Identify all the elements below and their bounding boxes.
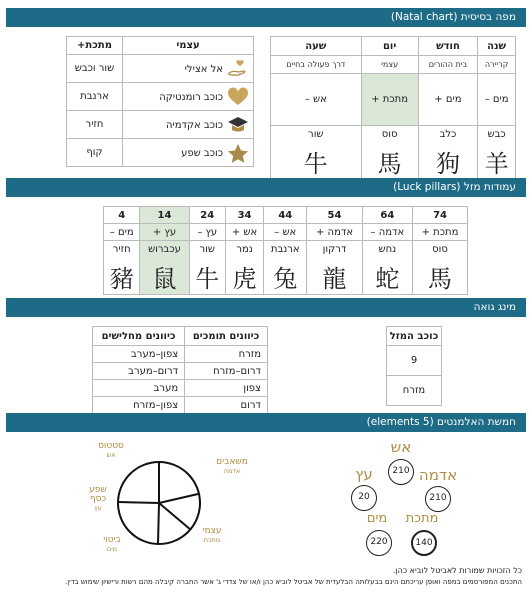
luck-pillars-header: עמודות מזל (Luck pillars) — [6, 178, 526, 197]
natal-char-month: 狗 — [418, 144, 478, 180]
weakening-direction: צפון–מערב — [93, 346, 185, 363]
supportive-head: כיוונים תומכים — [185, 327, 268, 346]
footer-copyright: כל הזכויות שמורות לאביטל לוביא כהן. — [392, 566, 522, 575]
element-value-fire: 210 — [388, 459, 414, 485]
wheel-label-sub: אש — [106, 451, 116, 459]
natal-chart-table — [270, 36, 516, 180]
pillar-char: 豬 — [104, 259, 140, 295]
wheel-label-status — [88, 442, 134, 459]
element-value-metal: 140 — [411, 530, 437, 556]
pillar-age: 54 — [307, 207, 362, 224]
natal-head-year: שנה — [478, 37, 516, 56]
pillar-animal: ארנבת — [264, 241, 307, 259]
element-name-water: מים — [366, 511, 388, 526]
weakening-direction: דרום–מערב — [93, 363, 185, 380]
footer-disclaimer: התכנים המפורסמים במפה ואופן עריכתם הינם בבעלותה הבלעדית של אביטל לוביא כהן ו/או של צדדי ג' אשר החברה קיבלה מהם רשות ורישיון שימוש בדין. — [65, 578, 522, 586]
wheel-label-sub: מתכת — [203, 536, 221, 544]
star-name-romance: כוכב רומנטיקה — [159, 91, 223, 103]
stars-head-metal: מתכת+ — [67, 37, 123, 55]
pillar-char: 牛 — [189, 259, 225, 295]
wheel-spoke — [118, 502, 159, 503]
wheel-label-sub: אדמה — [223, 467, 241, 475]
heart-icon — [227, 87, 249, 107]
pillar-age: 4 — [104, 207, 140, 224]
star-metal-noble: שור וכבש — [67, 55, 123, 83]
pillar-element: אש + — [225, 224, 263, 241]
natal-head-day: יום — [361, 37, 418, 56]
star-metal-romance: ארנבת — [67, 83, 123, 111]
wheel-label-resources — [208, 458, 256, 475]
pillar-char: 蛇 — [362, 259, 412, 295]
pillar-element: אש – — [264, 224, 307, 241]
pillar-age-current: 14 — [140, 207, 189, 224]
pillar-element: אדמה + — [307, 224, 362, 241]
wheel-label-main: עצמי — [202, 526, 222, 536]
pillar-element: עץ – — [189, 224, 225, 241]
luck-pillars-table — [103, 206, 468, 295]
pillar-age: 44 — [264, 207, 307, 224]
natal-head-month: חודש — [418, 37, 478, 56]
natal-element-hour: אש – — [271, 74, 362, 126]
natal-sub-day: עצמי — [361, 56, 418, 74]
pillar-char-current: 鼠 — [140, 259, 189, 295]
stars-head-self: עצמי — [123, 37, 254, 55]
five-elements-header: חמשת האלמנטים (5 elements) — [6, 413, 526, 432]
pillar-animal: שור — [189, 241, 225, 259]
star-row-abundance — [123, 139, 254, 167]
element-value-water: 220 — [366, 530, 392, 556]
pillar-age: 64 — [362, 207, 412, 224]
star-icon — [227, 143, 249, 163]
supportive-direction: דרום — [185, 397, 268, 414]
pillar-char: 馬 — [413, 259, 468, 295]
supportive-direction: מזרח — [185, 346, 268, 363]
gua-direction: מזרח — [387, 376, 442, 406]
natal-sub-year: קריירה — [478, 56, 516, 74]
wheel-label-main: שפע כסף — [89, 485, 107, 504]
wheel-label-sub: עץ — [94, 504, 102, 512]
element-name-earth: אדמה — [418, 466, 458, 484]
natal-animal-day: סוס — [361, 126, 418, 144]
pillar-animal: נחש — [362, 241, 412, 259]
pillar-element: אדמה – — [362, 224, 412, 241]
element-name-wood: עץ — [355, 465, 373, 483]
graduation-cap-icon — [227, 115, 249, 135]
gua-number: 9 — [387, 346, 442, 376]
pillar-element: מים – — [104, 224, 140, 241]
pillar-animal: סוס — [413, 241, 468, 259]
natal-chart-header: מפה בסיסית (Natal chart) — [6, 8, 526, 27]
wheel-label-main: סטטוס — [98, 441, 124, 451]
star-name-abundance: כוכב שפע — [181, 147, 223, 159]
wheel-label-main: משאבים — [216, 457, 248, 467]
star-metal-abundance: קוף — [67, 139, 123, 167]
pillar-char: 虎 — [225, 259, 263, 295]
weakening-head: כיוונים מחלישים — [93, 327, 185, 346]
pillar-age: 24 — [189, 207, 225, 224]
ming-gua-header: מינג גואה — [6, 298, 526, 317]
pillar-animal: דרקון — [307, 241, 362, 259]
element-value-wood: 20 — [351, 485, 377, 511]
natal-char-day: 馬 — [361, 144, 418, 180]
giving-hand-heart-icon — [227, 59, 249, 79]
natal-char-hour: 牛 — [271, 144, 362, 180]
pillar-animal: נמר — [225, 241, 263, 259]
weakening-direction: צפון–מזרח — [93, 397, 185, 414]
natal-animal-month: כלב — [418, 126, 478, 144]
lucky-star-head: כוכב המזל — [387, 327, 442, 346]
pillar-animal-current: עכברוש — [140, 241, 189, 259]
star-row-academic — [123, 111, 254, 139]
weakening-direction: מערב — [93, 380, 185, 397]
natal-animal-hour: שור — [271, 126, 362, 144]
wheel-label-abundance — [82, 486, 114, 512]
pillar-animal: חזיר — [104, 241, 140, 259]
natal-animal-year: כבש — [478, 126, 516, 144]
natal-element-year: מים – — [478, 74, 516, 126]
natal-element-day: מתכת + — [361, 74, 418, 126]
natal-char-year: 羊 — [478, 144, 516, 180]
supportive-direction: דרום–מזרח — [185, 363, 268, 380]
wheel-label-self — [190, 527, 234, 544]
wheel-spoke — [158, 503, 159, 544]
natal-head-hour: שעה — [271, 37, 362, 56]
pillar-age: 34 — [225, 207, 263, 224]
wheel-label-main: ביטוי — [103, 535, 121, 545]
natal-sub-month: בית ההורים — [418, 56, 478, 74]
element-value-earth: 210 — [425, 486, 451, 512]
supportive-direction: צפון — [185, 380, 268, 397]
pillar-element-current: עץ + — [140, 224, 189, 241]
wheel-label-sub: מים — [106, 545, 118, 553]
element-name-metal: מתכת — [405, 511, 439, 526]
pillar-age: 74 — [413, 207, 468, 224]
natal-sub-hour: דרך פעולה בחיים — [271, 56, 362, 74]
star-name-noble: אל אצילי — [184, 63, 223, 75]
pillar-char: 兔 — [264, 259, 307, 295]
natal-element-month: מים + — [418, 74, 478, 126]
star-metal-academic: חזיר — [67, 111, 123, 139]
pillar-element: מתכת + — [413, 224, 468, 241]
star-row-noble — [123, 55, 254, 83]
pillar-char: 龍 — [307, 259, 362, 295]
star-row-romance — [123, 83, 254, 111]
element-name-fire: אש — [390, 438, 412, 456]
directions-table — [92, 326, 268, 414]
star-name-academic: כוכב אקדמיה — [165, 119, 223, 131]
stars-table — [66, 36, 254, 167]
wheel-label-expression — [92, 536, 132, 553]
lucky-star-table — [386, 326, 442, 406]
